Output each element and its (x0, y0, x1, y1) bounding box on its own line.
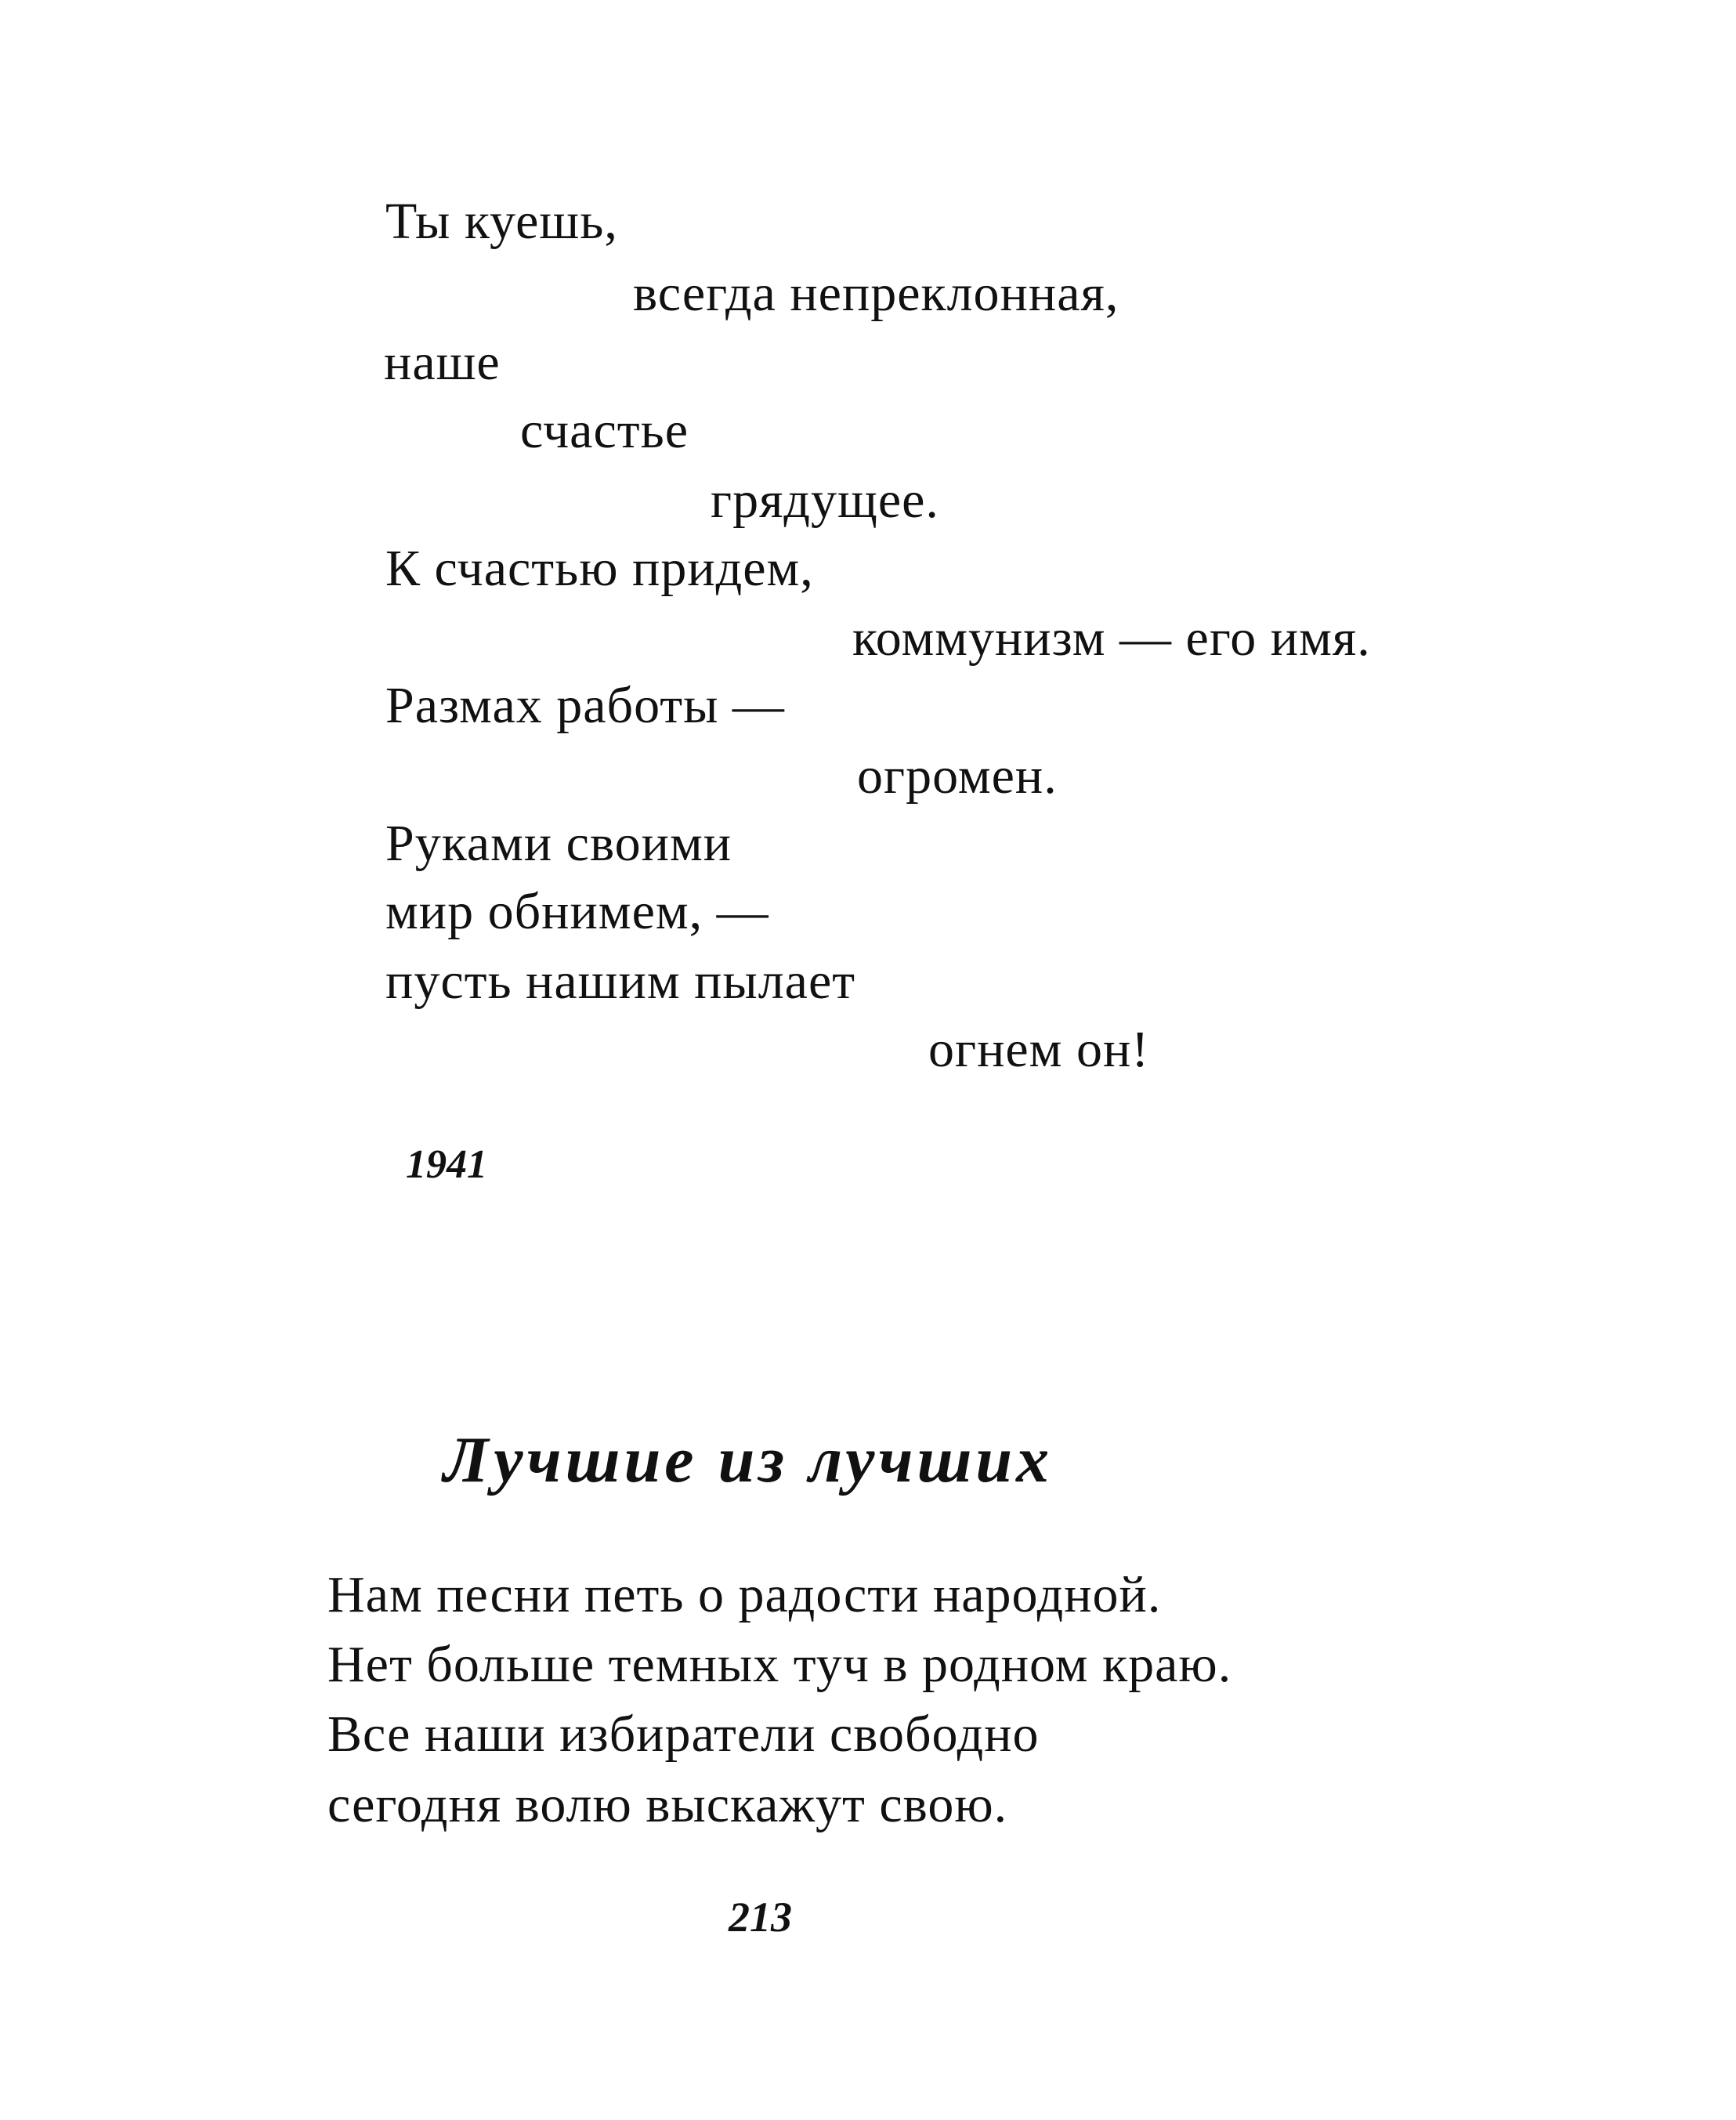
poem-title: Лучшие из лучших (443, 1424, 1054, 1496)
poem-line: Размах работы — (385, 677, 785, 734)
poem-line: Ты куешь, (385, 193, 618, 250)
poem-line: сегодня волю выскажут свою. (327, 1776, 1008, 1833)
poem-line: огнем он! (928, 1021, 1150, 1078)
poem-line: Нет больше темных туч в родном краю. (327, 1636, 1232, 1693)
page-number: 213 (729, 1894, 792, 1941)
poem-line: счастье (520, 402, 689, 459)
poem-line: мир обнимем, — (385, 883, 769, 940)
poem-line: наше (384, 334, 501, 391)
poem-line: грядущее. (711, 472, 939, 529)
poem-line: Руками своими (385, 815, 732, 872)
poem-line: всегда непреклонная, (633, 265, 1119, 322)
poem-year: 1941 (406, 1142, 487, 1187)
poem-line: Все наши избиратели свободно (327, 1706, 1040, 1763)
poem-line: Нам песни петь о радости народной. (327, 1566, 1162, 1623)
poem-line: пусть нашим пылает (385, 953, 856, 1010)
poem-line: коммунизм — его имя. (852, 610, 1371, 667)
poem-line: огромен. (857, 747, 1058, 805)
poem-line: К счастью придем, (385, 540, 814, 597)
